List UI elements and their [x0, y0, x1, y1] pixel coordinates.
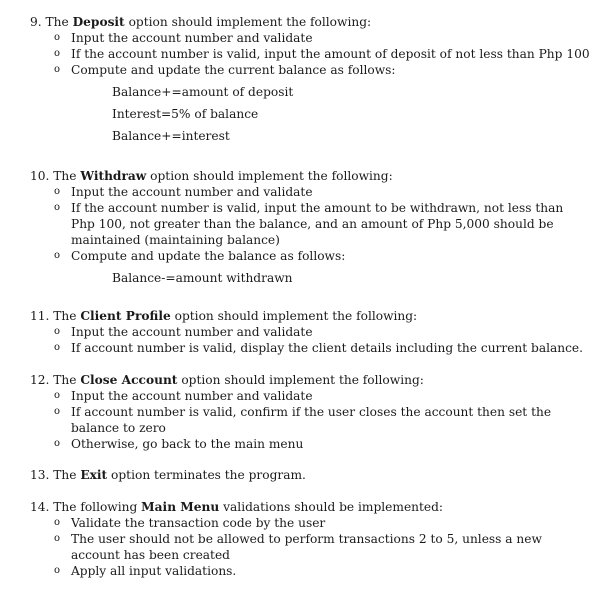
- heading-post: option should implement the following:: [170, 309, 418, 323]
- bullet-circle-icon: o: [53, 326, 61, 337]
- list-item: o Input the account number and validate: [53, 389, 313, 403]
- list-item: o Compute and update the current balance as follows:: [53, 63, 396, 77]
- heading-post: option should implement the following:: [177, 373, 424, 387]
- section-deposit: [30, 14, 590, 144]
- bullet-list: [30, 515, 590, 579]
- section-exit: [30, 467, 590, 483]
- section-number: 11.: [30, 309, 50, 323]
- section-client-profile: [30, 308, 590, 356]
- section-number: 9.: [30, 15, 42, 29]
- section-close-account: [30, 372, 590, 452]
- section-number: 12.: [30, 373, 50, 387]
- section-heading: [30, 168, 590, 184]
- option-keyword: Withdraw: [80, 169, 147, 183]
- heading-pre: The: [41, 15, 73, 29]
- list-item: o If the account number is valid, input the amount of deposit of not less than Php 100: [53, 47, 590, 61]
- option-keyword: Client Profile: [80, 309, 171, 323]
- bullet-circle-icon: o: [53, 48, 61, 59]
- section-heading: [30, 467, 590, 483]
- list-item: o If account number is valid, confirm if the user closes the account then set the balance to zero: [53, 405, 552, 435]
- section-main-menu: [30, 499, 590, 579]
- section-heading: [30, 308, 590, 324]
- list-item: o Compute and update the balance as follows:: [53, 249, 346, 263]
- list-item: o Otherwise, go back to the main menu: [53, 437, 304, 451]
- formula-line: Balance+=amount of deposit: [112, 85, 294, 99]
- bullet-circle-icon: o: [53, 64, 61, 75]
- heading-pre: The: [49, 309, 81, 323]
- option-keyword: Main Menu: [141, 500, 220, 514]
- option-keyword: Close Account: [80, 373, 178, 387]
- section-number: 10.: [30, 169, 50, 183]
- bullet-circle-icon: o: [53, 202, 61, 213]
- bullet-circle-icon: o: [53, 32, 61, 43]
- bullet-circle-icon: o: [53, 186, 61, 197]
- list-item: o Validate the transaction code by the user: [53, 516, 326, 530]
- list-item: o Apply all input validations.: [53, 564, 237, 578]
- list-item: o Input the account number and validate: [53, 185, 313, 199]
- bullet-list: [30, 324, 590, 356]
- section-number: 14.: [30, 500, 50, 514]
- section-heading: [30, 372, 590, 388]
- bullet-list: [30, 184, 590, 264]
- bullet-circle-icon: o: [53, 406, 61, 417]
- bullet-list: [30, 388, 590, 452]
- bullet-circle-icon: o: [53, 533, 61, 544]
- heading-pre: The: [49, 169, 81, 183]
- heading-post: validations should be implemented:: [219, 500, 444, 514]
- heading-post: option should implement the following:: [124, 15, 372, 29]
- list-item: o The user should not be allowed to perform transactions 2 to 5, unless a new account has been created: [53, 532, 542, 562]
- section-heading: [30, 499, 590, 515]
- option-keyword: Exit: [80, 468, 108, 482]
- formula-line: Interest=5% of balance: [112, 107, 259, 121]
- heading-pre: The: [49, 468, 81, 482]
- bullet-circle-icon: o: [53, 250, 61, 261]
- list-item: o If account number is valid, display the client details including the current balance.: [53, 341, 584, 355]
- list-item: o If the account number is valid, input the amount to be withdrawn, not less than Php 100, not greater than the balance, and an amount of Php 5,000 should be maintained (maintaining balance): [53, 201, 564, 247]
- section-number: 13.: [30, 468, 50, 482]
- bullet-list: [30, 30, 590, 78]
- bullet-circle-icon: o: [53, 342, 61, 353]
- bullet-circle-icon: o: [53, 517, 61, 528]
- section-withdraw: [30, 168, 590, 286]
- bullet-circle-icon: o: [53, 565, 61, 576]
- heading-pre: The: [49, 373, 81, 387]
- heading-post: option terminates the program.: [107, 468, 306, 482]
- bullet-circle-icon: o: [53, 390, 61, 401]
- list-item: o Input the account number and validate: [53, 31, 313, 45]
- bullet-circle-icon: o: [53, 438, 61, 449]
- formula-line: Balance-=amount withdrawn: [112, 271, 293, 285]
- heading-post: option should implement the following:: [146, 169, 393, 183]
- option-keyword: Deposit: [72, 15, 125, 29]
- section-heading: [30, 14, 590, 30]
- formula-line: Balance+=interest: [112, 129, 230, 143]
- heading-pre: The following: [49, 500, 142, 514]
- list-item: o Input the account number and validate: [53, 325, 313, 339]
